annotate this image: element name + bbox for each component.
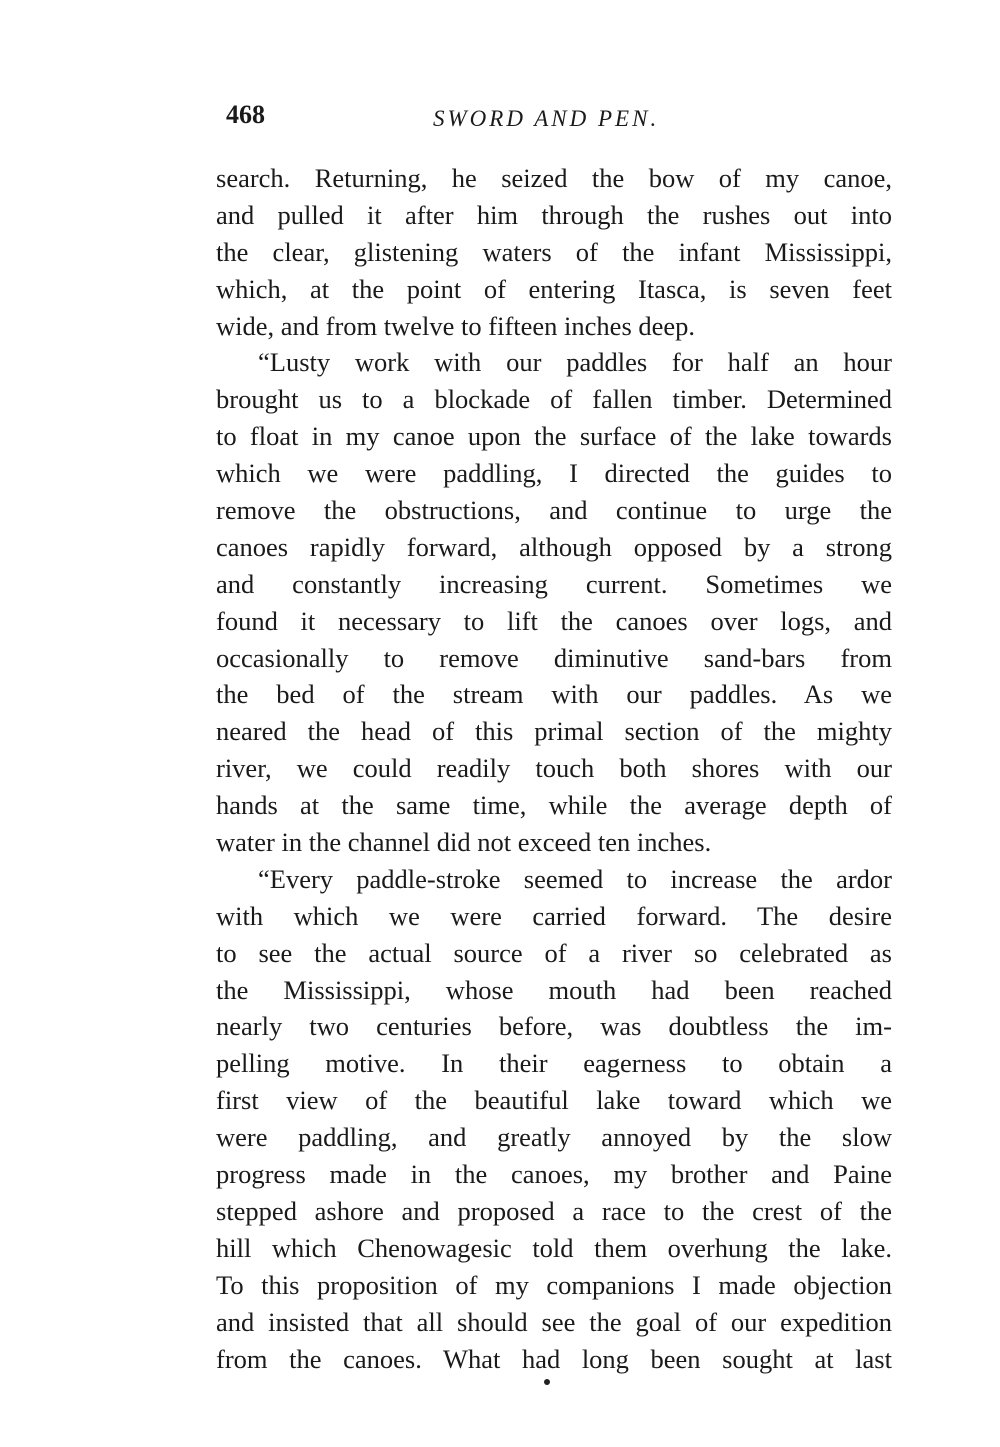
text-line: remove the obstructions, and continue to urge the [216,495,892,526]
text-line: pelling motive. In their eagerness to obtain a [216,1048,892,1079]
text-line: canoes rapidly forward, although opposed by a strong [216,531,892,562]
text-line: water in the channel did not exceed ten inches. [216,827,712,858]
text-line: the bed of the stream with our paddles. As we [216,679,892,710]
text-line: neared the head of this primal section of the mighty [216,716,892,747]
text-line: nearly two centuries before, was doubtless the im- [216,1011,892,1042]
text-line: and constantly increasing current. Sometimes we [216,568,892,599]
page-number: 468 [226,100,265,129]
text-line: progress made in the canoes, my brother and Paine [216,1159,892,1190]
text-line: the clear, glistening waters of the infant Mississippi, [216,236,892,267]
text-line: to float in my canoe upon the surface of the lake towards [216,421,892,452]
text-line: occasionally to remove diminutive sand-bars from [216,642,892,673]
text-line: river, we could readily touch both shores with our [216,753,892,784]
text-line: brought us to a blockade of fallen timber. Determined [216,384,892,415]
text-line: first view of the beautiful lake toward which we [216,1085,892,1116]
text-line: and pulled it after him through the rushes out into [216,199,892,230]
text-line: hill which Chenowagesic told them overhung the lake. [216,1232,892,1263]
text-line: found it necessary to lift the canoes over logs, and [216,605,892,636]
text-line: wide, and from twelve to fifteen inches deep. [216,310,696,341]
text-line: “Every paddle-stroke seemed to increase the ardor [258,863,892,894]
ink-speck [544,1379,550,1385]
text-line: with which we were carried forward. The desire [216,900,892,931]
text-line: which we were paddling, I directed the guides to [216,458,892,489]
text-line: from the canoes. What had long been sought at last [216,1343,892,1374]
text-line: To this proposition of my companions I made objection [216,1269,892,1300]
running-head: SWORD AND PEN. [433,106,660,131]
text-line: to see the actual source of a river so celebrated as [216,937,892,968]
body-text [216,160,892,1377]
text-line: stepped ashore and proposed a race to the crest of the [216,1195,892,1226]
text-line: search. Returning, he seized the bow of my canoe, [216,163,892,193]
text-line: “Lusty work with our paddles for half an hour [258,347,892,378]
text-line: and insisted that all should see the goal of our expedition [216,1306,892,1337]
text-line: were paddling, and greatly annoyed by the slow [216,1122,892,1153]
page-header [216,100,892,140]
text-line: the Mississippi, whose mouth had been reached [216,974,892,1005]
text-line: hands at the same time, while the average depth of [216,790,892,821]
text-line: which, at the point of entering Itasca, is seven feet [216,273,892,304]
